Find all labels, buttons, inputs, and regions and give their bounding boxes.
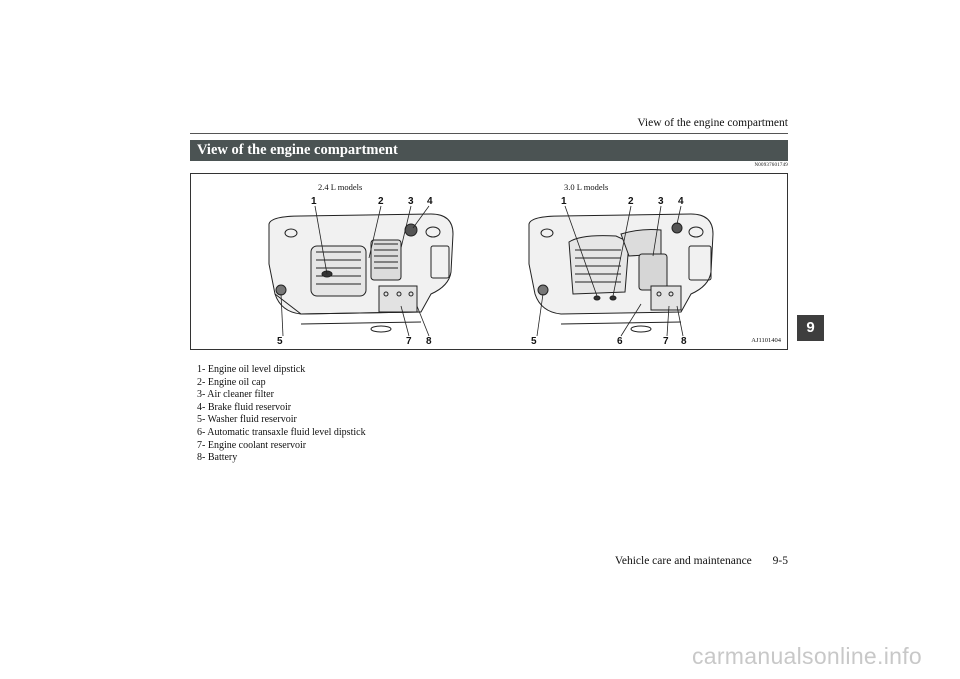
chapter-tab: 9 (797, 315, 824, 341)
section-ref-code: N00937601749 (754, 163, 788, 168)
callout-5: 5 (277, 336, 283, 344)
callout-4: 4 (678, 196, 684, 207)
callout-7: 7 (663, 336, 669, 344)
figure-code: AJ1101404 (751, 337, 781, 344)
callout-3: 3 (658, 196, 664, 207)
callout-8: 8 (681, 336, 687, 344)
footer-section: Vehicle care and maintenance (614, 555, 752, 567)
callout-2: 2 (628, 196, 634, 207)
callout-3: 3 (408, 196, 414, 207)
engine-compartment-figure (190, 173, 788, 350)
callout-4: 4 (427, 196, 433, 207)
right-figure-caption: 3.0 L models (564, 182, 609, 192)
left-figure-caption: 2.4 L models (318, 182, 363, 192)
callout-8: 8 (426, 336, 432, 344)
callout-6: 6 (617, 336, 623, 344)
running-head-title: View of the engine compartment (637, 117, 788, 129)
callout-2: 2 (378, 196, 384, 207)
parts-legend (197, 364, 366, 465)
legend-item: 5- Washer fluid reservoir (197, 414, 297, 426)
legend-item: 2- Engine oil cap (197, 376, 266, 388)
legend-item: 6- Automatic transaxle fluid level dipstick (197, 426, 366, 438)
legend-item: 3- Air cleaner filter (197, 389, 274, 401)
legend-item: 4- Brake fluid reservoir (197, 401, 292, 413)
legend-item: 7- Engine coolant reservoir (197, 439, 307, 451)
callout-1: 1 (311, 196, 317, 207)
callout-5: 5 (531, 336, 537, 344)
engine-illustration-3-0l (521, 194, 721, 344)
page-footer (597, 555, 788, 567)
watermark: carmanualsonline.info (691, 643, 922, 669)
engine-illustration-2-4l (261, 194, 461, 344)
callout-7: 7 (406, 336, 412, 344)
callout-1: 1 (561, 196, 567, 207)
page-number: 9-5 (772, 555, 788, 567)
header-rule (190, 133, 788, 134)
section-title-bar: View of the engine compartment (190, 140, 788, 161)
legend-item: 1- Engine oil level dipstick (197, 364, 306, 375)
legend-item: 8- Battery (197, 452, 238, 464)
